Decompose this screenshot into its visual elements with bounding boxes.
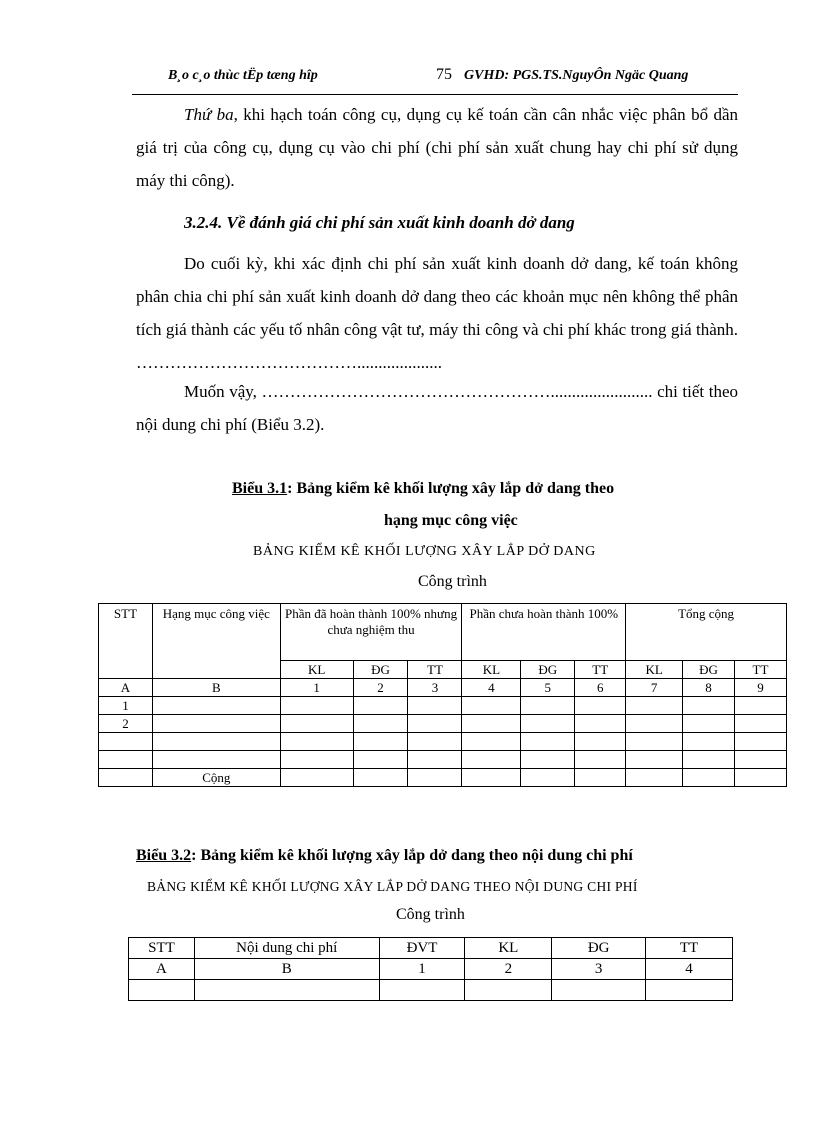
subheader-cell: ĐG <box>683 661 735 679</box>
index-cell: 1 <box>379 959 465 980</box>
paragraph-lead: Thứ ba <box>184 105 234 124</box>
index-cell: 2 <box>353 679 408 697</box>
table1-title <box>232 480 614 498</box>
index-cell: 5 <box>521 679 575 697</box>
index-cell: 3 <box>552 959 646 980</box>
table2-subtitle: Công trình <box>396 906 465 923</box>
page-number: 75 <box>436 66 452 83</box>
header-supervisor: GVHD: PGS.TS.NguyÔn Ngäc Quang <box>464 68 689 83</box>
table-kiem-ke-noi-dung-chi-phi <box>128 937 733 1001</box>
table2-title <box>136 847 633 865</box>
index-cell: 1 <box>280 679 353 697</box>
header-cell: ĐG <box>552 938 646 959</box>
index-cell: 6 <box>575 679 626 697</box>
paragraph-thu-ba <box>136 98 738 197</box>
table-row <box>99 715 787 733</box>
subheader-cell: TT <box>734 661 786 679</box>
index-cell: 4 <box>646 959 733 980</box>
table-row <box>129 980 733 1001</box>
table-row <box>99 733 787 751</box>
table-header-row <box>99 604 787 661</box>
index-cell: A <box>99 679 153 697</box>
subheader-cell: ĐG <box>353 661 408 679</box>
index-cell: B <box>152 679 280 697</box>
table2-title-text: : Bảng kiểm kê khối lượng xây lắp dở dang theo nội dung chi phí <box>191 847 633 864</box>
table1-subtitle: Công trình <box>418 573 487 590</box>
table2-label: Biểu 3.2 <box>136 847 192 864</box>
index-cell: 8 <box>683 679 735 697</box>
header-phan-da-hoan-thanh: Phần đã hoàn thành 100% nhưng chưa nghiệm thu <box>280 604 462 661</box>
subheader-cell: KL <box>626 661 683 679</box>
table-total-row <box>99 769 787 787</box>
table2-caps-title: BẢNG KIỂM KÊ KHỐI LƯỢNG XÂY LẮP DỞ DANG THEO NỘI DUNG CHI PHÍ <box>147 879 638 894</box>
header-cell: TT <box>646 938 733 959</box>
header-cell: Nội dung chi phí <box>194 938 379 959</box>
row-number: 2 <box>99 715 153 733</box>
table-row <box>99 697 787 715</box>
table-row <box>99 751 787 769</box>
table1-label: Biểu 3.1 <box>232 480 288 497</box>
table1-caps-title: BẢNG KIỂM KÊ KHỐI LƯỢNG XÂY LẮP DỞ DANG <box>253 544 596 559</box>
subheader-cell: ĐG <box>521 661 575 679</box>
paragraph-do-cuoi-ky <box>136 247 738 379</box>
paragraph-text: Do cuối kỳ, khi xác định chi phí sản xuất kinh doanh dở dang, kế toán không phân chia chi phí sản xuất kinh doanh dở dang theo các khoản mục nên không thể phân tích giá thành các yếu tố nhân công vật tư, máy thi công và chi phí khác trong giá thành. ………………………………….................... <box>136 254 738 372</box>
header-tong-cong: Tổng cộng <box>626 604 787 661</box>
index-cell: 2 <box>465 959 552 980</box>
total-label: Cộng <box>152 769 280 787</box>
subheader-cell: KL <box>280 661 353 679</box>
header-stt: STT <box>99 604 153 679</box>
index-cell: 3 <box>408 679 462 697</box>
table-index-row <box>99 679 787 697</box>
header-cell: KL <box>465 938 552 959</box>
index-cell: A <box>129 959 195 980</box>
index-cell: 7 <box>626 679 683 697</box>
paragraph-muon-vay <box>136 375 738 441</box>
subheader-cell: TT <box>575 661 626 679</box>
header-phan-chua-hoan-thanh: Phần chưa hoàn thành 100% <box>462 604 626 661</box>
index-cell: 9 <box>734 679 786 697</box>
page-header <box>132 66 738 90</box>
table-kiem-ke-hang-muc <box>98 603 787 787</box>
table1-title-line1: : Bảng kiểm kê khối lượng xây lắp dở dang theo <box>287 480 615 497</box>
row-number: 1 <box>99 697 153 715</box>
subheader-cell: TT <box>408 661 462 679</box>
table1-title-line2: hạng mục công việc <box>384 512 518 529</box>
header-hang-muc: Hạng mục công việc <box>152 604 280 679</box>
index-cell: B <box>194 959 379 980</box>
paragraph-text: Muốn vậy, ……………………………………………........................ chi tiết theo nội dung chi phí (Biểu 3.2). <box>136 382 738 434</box>
header-report-title: B¸o c¸o thùc tËp tæng hîp <box>168 68 318 83</box>
table-index-row <box>129 959 733 980</box>
table-header-row <box>129 938 733 959</box>
subheader-cell: KL <box>462 661 521 679</box>
header-cell: STT <box>129 938 195 959</box>
index-cell: 4 <box>462 679 521 697</box>
section-heading: 3.2.4. Về đánh giá chi phí sản xuất kinh doanh dở dang <box>184 213 575 232</box>
paragraph-text: , khi hạch toán công cụ, dụng cụ kế toán cần cân nhắc việc phân bổ dần giá trị của công cụ, dụng cụ vào chi phí (chi phí sản xuất chung hay chi phí sử dụng máy thi công). <box>136 105 738 190</box>
header-cell: ĐVT <box>379 938 465 959</box>
header-divider <box>132 94 738 95</box>
